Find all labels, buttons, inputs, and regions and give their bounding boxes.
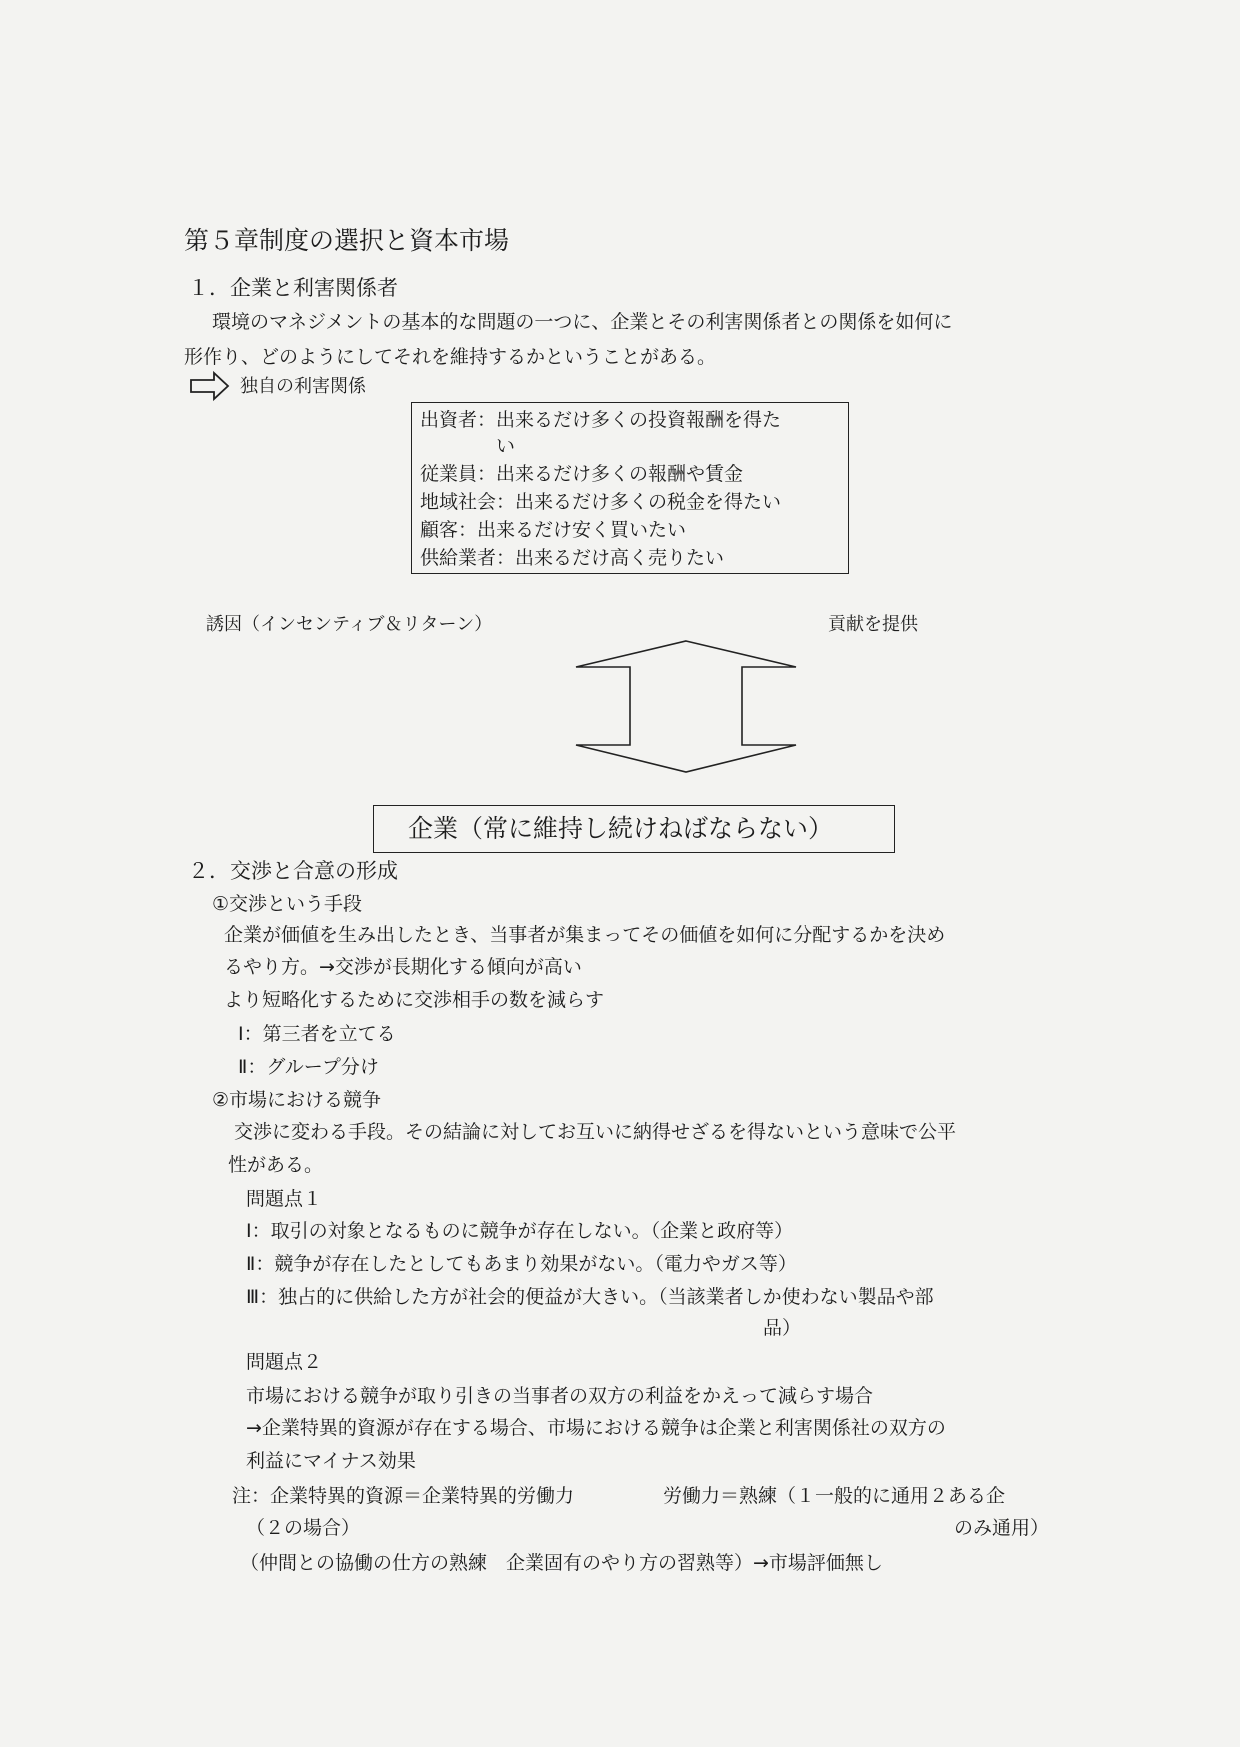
section1-paragraph-line1: 環境のマネジメントの基本的な問題の一つに、企業とその利害関係者との関係を如何に [212, 311, 953, 333]
chapter-title: 第５章制度の選択と資本市場 [184, 226, 510, 255]
incentive-label: 誘因（インセンティブ＆リターン） [206, 614, 493, 635]
unique-interest-label: 独自の利害関係 [240, 376, 366, 397]
problem1-heading: 問題点１ [246, 1188, 323, 1210]
note-line1-left: 注：企業特異的資源＝企業特異的労働力 [232, 1485, 575, 1507]
problem2-line1: 市場における競争が取り引きの当事者の双方の利益をかえって減らす場合 [246, 1385, 874, 1407]
section1-paragraph-line2: 形作り、どのようにしてそれを維持するかということがある。 [184, 346, 717, 368]
stakeholder-investor-cont: い [420, 435, 516, 457]
note-line3: （仲間との協働の仕方の熟練 企業固有のやり方の習熟等）→市場評価無し [240, 1552, 883, 1574]
company-box [373, 805, 895, 853]
negotiation-line3: より短略化するために交渉相手の数を減らす [224, 989, 605, 1011]
problem1-item1: Ⅰ：取引の対象となるものに競争が存在しない。（企業と政府等） [246, 1220, 794, 1242]
section2-heading: ２．交渉と合意の形成 [188, 859, 398, 883]
negotiation-item2: Ⅱ：グループ分け [238, 1056, 379, 1078]
market-competition-line2: 性がある。 [228, 1154, 324, 1176]
negotiation-heading: ①交渉という手段 [212, 893, 363, 915]
stakeholder-supplier: 供給業者：出来るだけ高く売りたい [420, 547, 725, 569]
section1-heading: １．企業と利害関係者 [188, 276, 398, 300]
stakeholder-employee: 従業員：出来るだけ多くの報酬や賃金 [420, 463, 744, 485]
market-competition-line1: 交渉に変わる手段。その結論に対してお互いに納得せざるを得ないという意味で公平 [234, 1121, 957, 1143]
market-competition-heading: ②市場における競争 [212, 1089, 382, 1111]
stakeholder-customer: 顧客：出来るだけ安く買いたい [420, 519, 687, 541]
problem1-item2: Ⅱ：競争が存在したとしてもあまり効果がない。（電力やガス等） [246, 1253, 797, 1275]
problem1-item3-cont: 品） [763, 1317, 802, 1339]
stakeholder-community: 地域社会：出来るだけ多くの税金を得たい [420, 491, 782, 513]
negotiation-line2: るやり方。→交渉が長期化する傾向が高い [224, 956, 582, 978]
note-line2-right: のみ通用） [954, 1517, 1050, 1539]
contribution-label: 貢献を提供 [828, 614, 918, 635]
note-line2-left: （２の場合） [246, 1517, 361, 1539]
company-box-label: 企業（常に維持し続けねばならない） [408, 814, 834, 843]
problem1-item3: Ⅲ：独占的に供給した方が社会的便益が大きい。（当該業者しか使わない製品や部 [246, 1286, 934, 1308]
stakeholders-box [411, 402, 849, 574]
negotiation-item1: Ⅰ：第三者を立てる [238, 1023, 396, 1045]
problem2-line2: →企業特異的資源が存在する場合、市場における競争は企業と利害関係社の双方の [246, 1417, 946, 1439]
right-arrow-icon [190, 372, 230, 400]
problem2-heading: 問題点２ [246, 1351, 323, 1373]
problem2-line3: 利益にマイナス効果 [246, 1450, 416, 1472]
negotiation-line1: 企業が価値を生み出したとき、当事者が集まってその価値を如何に分配するかを決め [224, 924, 946, 946]
double-arrow-icon [574, 640, 798, 774]
stakeholder-investor: 出資者：出来るだけ多くの投資報酬を得た [420, 409, 782, 431]
note-line1-right: 労働力＝熟練（１一般的に通用２ある企 [663, 1485, 1006, 1507]
